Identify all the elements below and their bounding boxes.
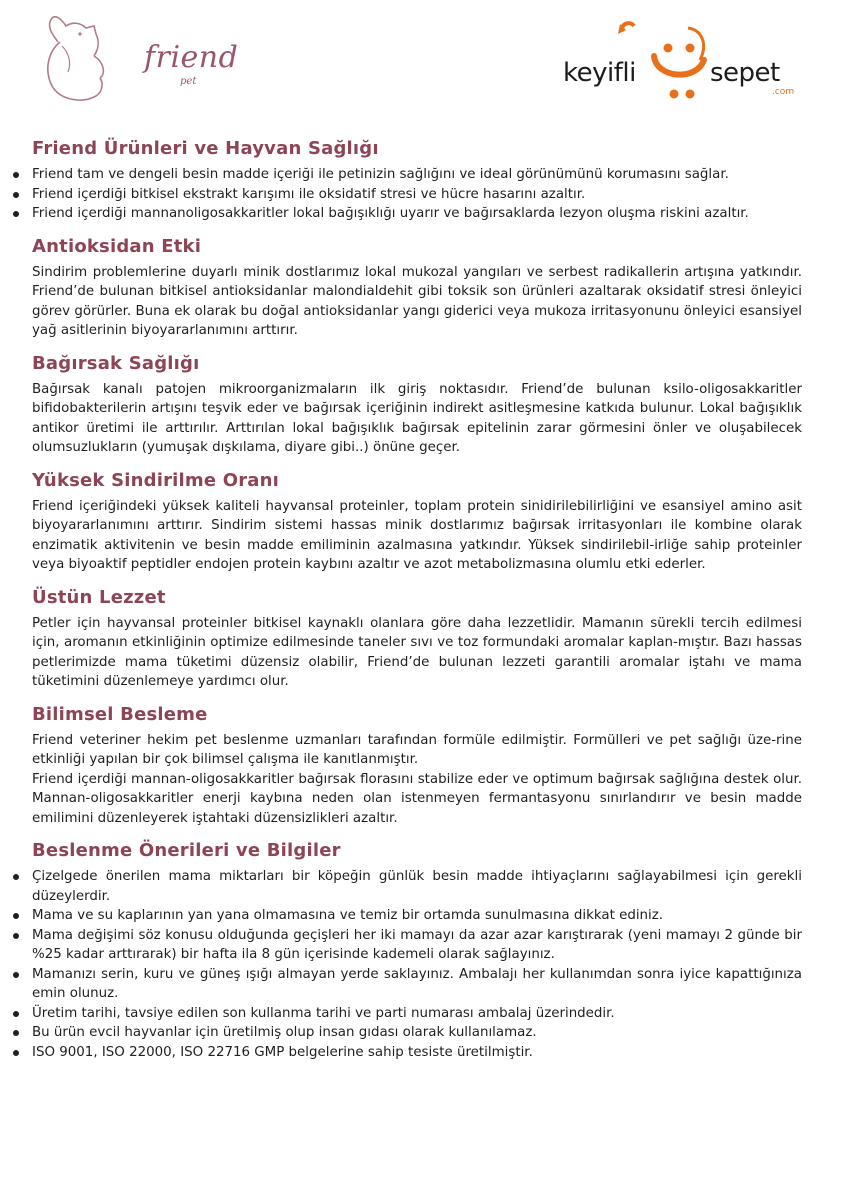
- shop-domain: .com: [772, 87, 795, 97]
- friend-brand-sub: pet: [180, 76, 197, 87]
- section-paragraph: Friend içerdiği mannan-oligosakkaritler bağırsak florasını stabilize eder ve optimum bağırsak sağlığına destek olur. Mannan-oligosakkaritler enerji kaybına neden olan istenmeyen fermantasyonu sınırlandırır ve besin madde emilimini düzenleyerek iştahtaki düzensizlikleri azaltır.: [32, 771, 802, 826]
- bullet-icon: [13, 211, 19, 217]
- friend-brand-name: friend: [144, 40, 239, 75]
- section-gut-health: [32, 353, 802, 458]
- bullet-icon: [13, 972, 19, 978]
- section-title: Bilimsel Besleme: [32, 703, 208, 725]
- section-antioxidant: [32, 236, 802, 341]
- section-friend-health: [32, 138, 802, 224]
- section-title: Beslenme Önerileri ve Bilgiler: [32, 840, 341, 861]
- bullet-icon: [13, 1011, 19, 1017]
- list-item: Friend içerdiği mannanoligosakkaritler lokal bağışıklığı uyarır ve bağırsaklarda lezyon oluşma riskini azaltır.: [32, 204, 802, 224]
- list-item: ISO 9001, ISO 22000, ISO 22716 GMP belgelerine sahip tesiste üretilmiştir.: [32, 1043, 802, 1063]
- shop-name-left: keyifli: [563, 58, 636, 88]
- section-taste: [32, 587, 802, 692]
- bullet-list: [32, 165, 802, 224]
- bullet-icon: [13, 1030, 19, 1036]
- section-title: Yüksek Sindirilme Oranı: [32, 469, 280, 491]
- bullet-icon: [13, 192, 19, 198]
- page-header: [0, 0, 845, 115]
- friend-pet-logo: [38, 12, 239, 107]
- bullet-icon: [13, 874, 19, 880]
- section-paragraph: Friend içeriğindeki yüksek kaliteli hayvansal proteinler, toplam protein sinidirilebilirliğini ve esansiyel amino asit biyoyararlanımını arttırır. Sindirim sistemi hassas minik dostlarımız bağırsak irritasyonları ile kombine olarak enzimatik aktivitenin ve besin madde emiliminin azalmasına yatkındır. Yüksek sindirilebil-irliğe sahip proteinler veya biyoaktif peptidler endojen protein kaybını azaltır ve azot metabolizmasına olumlu etki ederler.: [32, 498, 802, 572]
- bullet-list: [32, 867, 802, 1062]
- list-item: Friend içerdiği bitkisel ekstrakt karışımı ile oksidatif stresi ve hücre hasarını azaltır.: [32, 185, 802, 205]
- section-title: Friend Ürünleri ve Hayvan Sağlığı: [32, 138, 379, 159]
- keyifli-sepet-logo: [560, 18, 810, 103]
- section-scientific-feeding: [32, 704, 802, 829]
- list-item: Bu ürün evcil hayvanlar için üretilmiş olup insan gıdası olarak kullanılamaz.: [32, 1023, 802, 1043]
- bullet-icon: [13, 913, 19, 919]
- section-paragraph: Petler için hayvansal proteinler bitkisel kaynaklı olanlara göre daha lezzetlidir. Mamanın sürekli tercih edilmesi için, aromanın etkinliğinin optimize edilmesinde taneler sıvı ve toz formundaki aromalar kaplan-mıştır. Bazı hassas petlerimizde mama tüketimi düzensiz olabilir, Friend’de bulunan lezzeti garantili aromalar iştahı ve mama tüketimini düzenlemeye yardımcı olur.: [32, 615, 802, 689]
- document-body: [32, 138, 802, 1074]
- list-item: Mama değişimi söz konusu olduğunda geçişleri her iki mamayı da azar azar karıştırarak (yeni mamayı 2 günde bir %25 kadar arttırarak) bir hafta ila 8 gün içerisinde kademeli olarak sağlayınız.: [32, 926, 802, 965]
- bullet-icon: [13, 1050, 19, 1056]
- shop-name-right: sepet: [710, 58, 780, 88]
- section-paragraph: Sindirim problemlerine duyarlı minik dostlarımız lokal mukozal yangıları ve serbest radikallerin artışına yatkındır. Friend’de bulunan bitkisel antioksidanlar malondialdehit gibi toksik son ürünleri azaltarak oksidatif stresi önleyici görev görürler. Buna ek olarak bu doğal antioksidanlar yangı giderici veya mukoza irritasyonunu önleyici esansiyel yağ asitlerinin biyoyararlanımını arttırır.: [32, 264, 802, 338]
- section-paragraph: Bağırsak kanalı patojen mikroorganizmaların ilk giriş noktasıdır. Friend’de bulunan ksilo-oligosakkaritler bifidobakterilerin artışını teşvik eder ve bağırsak içeriğinin indirekt asitleşmesine katkıda bulunur. Lokal bağışıklık antikor üretimi ile arttırılır. Arttırılan lokal bağışıklık bağırsak epitelinin zarar görmesini önler ve oluşabilecek olumsuzlukların (yumuşak dışkılama, diyare gibi..) önüne geçer.: [32, 381, 802, 455]
- section-title: Bağırsak Sağlığı: [32, 352, 200, 374]
- bullet-icon: [13, 172, 19, 178]
- list-item: Mama ve su kaplarının yan yana olmamasına ve temiz bir ortamda sunulmasına dikkat ediniz.: [32, 906, 802, 926]
- list-item: Friend tam ve dengeli besin madde içeriği ile petinizin sağlığını ve ideal görünümünü korumasını sağlar.: [32, 165, 802, 185]
- section-digestibility: [32, 470, 802, 575]
- section-feeding-advice: [32, 840, 802, 1062]
- dog-cat-silhouette-icon: [38, 12, 118, 107]
- list-item: Mamanızı serin, kuru ve güneş ışığı almayan yerde saklayınız. Ambalajı her kullanımdan sonra iyice kapattığınıza emin olunuz.: [32, 965, 802, 1004]
- list-item: Çizelgede önerilen mama miktarları bir köpeğin günlük besin madde ihtiyaçlarını sağlayabilmesi için gerekli düzeylerdir.: [32, 867, 802, 906]
- list-item: Üretim tarihi, tavsiye edilen son kullanma tarihi ve parti numarası ambalaj üzerindedir.: [32, 1004, 802, 1024]
- section-title: Üstün Lezzet: [32, 586, 166, 608]
- bullet-icon: [13, 933, 19, 939]
- section-paragraph: Friend veteriner hekim pet beslenme uzmanları tarafından formüle edilmiştir. Formülleri ve pet sağlığı üze-rine etkinliği yapılan bir çok bilimsel çalışma ile kanıtlanmıştır.: [32, 732, 802, 767]
- section-title: Antioksidan Etki: [32, 235, 202, 257]
